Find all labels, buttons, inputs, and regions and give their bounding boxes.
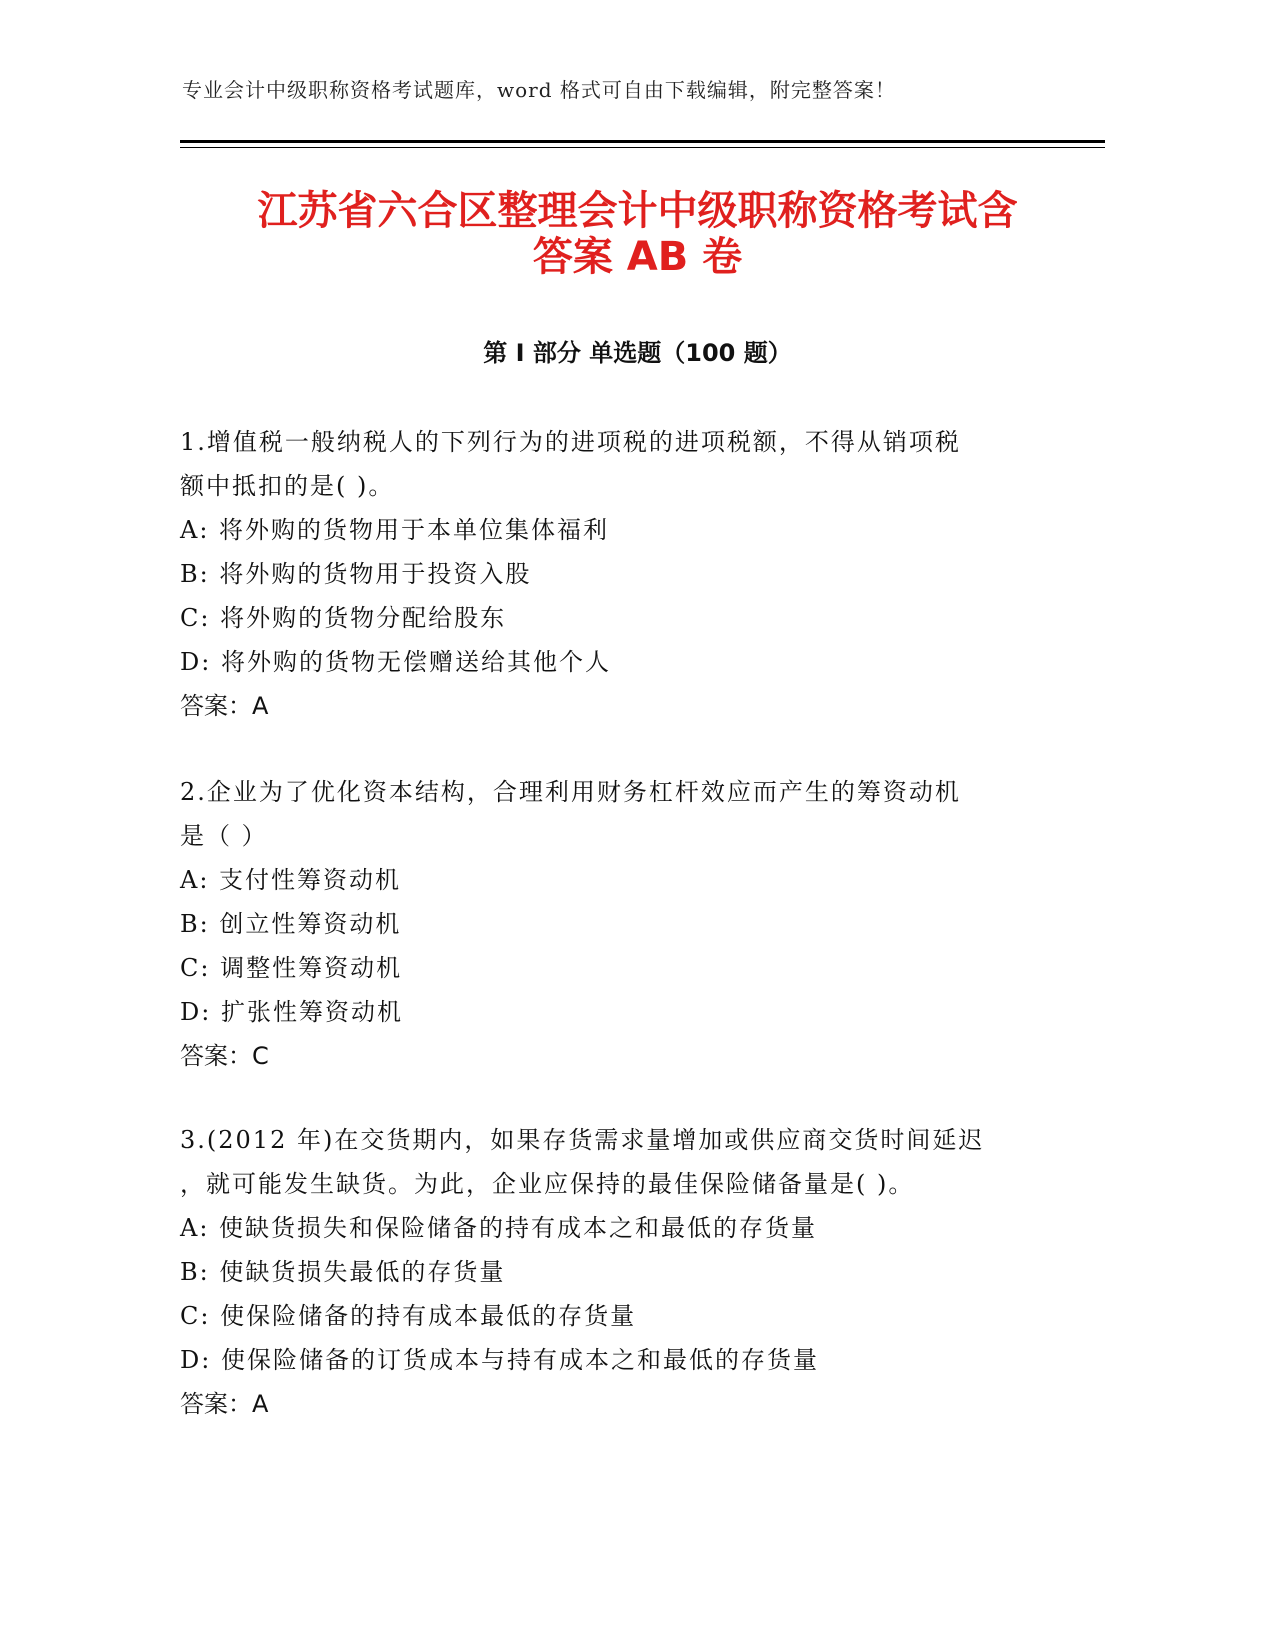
header-rule-thin	[180, 147, 1105, 148]
answer: 答案：A	[180, 692, 269, 720]
question-2	[180, 770, 1040, 1078]
question-stem-line: ，就可能发生缺货。为此，企业应保持的最佳保险储备量是( )。	[180, 1170, 915, 1198]
document-title	[150, 188, 1125, 280]
header-note: 专业会计中级职称资格考试题库，word 格式可自由下载编辑，附完整答案！	[182, 78, 896, 102]
option-a: A: 支付性筹资动机	[180, 866, 402, 894]
question-stem-line: 1.增值税一般纳税人的下列行为的进项税的进项税额，不得从销项税	[180, 428, 961, 456]
question-stem-line: 3.(2012 年)在交货期内，如果存货需求量增加或供应商交货时间延迟	[180, 1126, 985, 1154]
option-a: A: 将外购的货物用于本单位集体福利	[180, 516, 610, 544]
question-stem-line: 2.企业为了优化资本结构，合理利用财务杠杆效应而产生的筹资动机	[180, 778, 961, 806]
question-stem-line: 额中抵扣的是( )。	[180, 472, 395, 500]
option-d: D: 扩张性筹资动机	[180, 998, 403, 1026]
question-stem-line: 是（ ）	[180, 822, 268, 850]
option-b: B: 将外购的货物用于投资入股	[180, 560, 532, 588]
answer: 答案：C	[180, 1042, 269, 1070]
section-title: 第 I 部分 单选题（100 题）	[483, 339, 792, 367]
option-d: D: 使保险储备的订货成本与持有成本之和最低的存货量	[180, 1346, 819, 1374]
header-rule-thick	[180, 140, 1105, 143]
option-a: A: 使缺货损失和保险储备的持有成本之和最低的存货量	[180, 1214, 818, 1242]
option-b: B: 创立性筹资动机	[180, 910, 402, 938]
option-c: C: 调整性筹资动机	[180, 954, 403, 982]
option-c: C: 使保险储备的持有成本最低的存货量	[180, 1302, 637, 1330]
option-d: D: 将外购的货物无偿赠送给其他个人	[180, 648, 611, 676]
option-c: C: 将外购的货物分配给股东	[180, 604, 507, 632]
option-b: B: 使缺货损失最低的存货量	[180, 1258, 506, 1286]
document-title-line-2: 答案 AB 卷	[532, 234, 743, 280]
question-1	[180, 420, 1040, 728]
question-3	[180, 1118, 1040, 1426]
document-title-line-1: 江苏省六合区整理会计中级职称资格考试含	[257, 188, 1018, 234]
answer: 答案：A	[180, 1390, 269, 1418]
